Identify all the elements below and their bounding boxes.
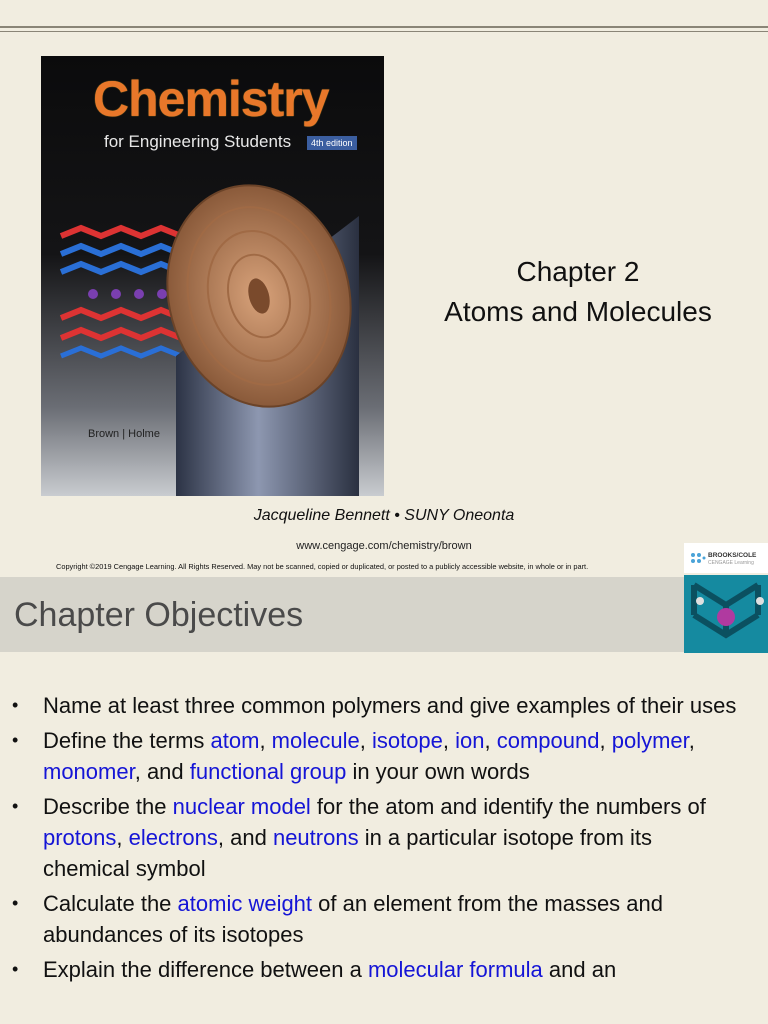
objective-text: , <box>484 728 497 753</box>
cover-authors: Brown | Holme <box>88 428 160 440</box>
objective-text: Define the terms <box>43 728 211 753</box>
publisher-logo-sub: CENGAGE Learning <box>708 560 754 566</box>
objective-text: , <box>359 728 372 753</box>
book-cover <box>41 56 384 496</box>
objectives-list <box>0 690 768 989</box>
top-rule <box>0 26 768 28</box>
top-rule-secondary <box>0 31 768 32</box>
objective-item <box>0 791 768 884</box>
key-term: functional group <box>189 759 347 784</box>
objectives-heading: Chapter Objectives <box>14 596 304 634</box>
publisher-logo <box>684 543 768 573</box>
key-term: isotope <box>371 728 443 753</box>
cover-subtitle: for Engineering Students <box>104 132 292 151</box>
objective-text: Describe the <box>43 794 173 819</box>
crystal-lattice-icon <box>684 575 768 653</box>
objective-text: , <box>442 728 456 753</box>
objective-text: in a particular isotope from its chemical symbol <box>43 825 653 881</box>
key-term: nuclear model <box>172 794 311 819</box>
objective-text: Explain the difference between a <box>43 957 368 982</box>
objective-text: , and <box>217 825 273 850</box>
objective-text: , <box>688 728 695 753</box>
key-term: compound <box>496 728 600 753</box>
objective-item <box>0 954 768 985</box>
objective-text: Name at least three common polymers and give examples of their uses <box>43 693 737 718</box>
objective-item <box>0 690 768 721</box>
key-term: atomic weight <box>177 891 313 916</box>
publisher-logo-icon <box>687 549 707 569</box>
author-line: Jacqueline Bennett • SUNY Oneonta <box>253 507 515 524</box>
bullet-icon: • <box>12 730 19 750</box>
bullet-icon: • <box>12 796 19 816</box>
objective-text: for the atom and identify the numbers of <box>310 794 706 819</box>
key-term: molecular formula <box>367 957 543 982</box>
bullet-icon: • <box>12 959 19 979</box>
cover-title: Chemistry <box>93 71 329 127</box>
key-term: ion <box>455 728 485 753</box>
objective-text: , and <box>134 759 190 784</box>
objective-text: in your own words <box>346 759 530 784</box>
objective-item <box>0 725 768 787</box>
key-term: polymer <box>611 728 689 753</box>
publisher-logo-name: BROOKS/COLE <box>708 552 757 559</box>
objectives-title-band <box>0 577 684 652</box>
objective-text: , <box>599 728 612 753</box>
key-term: neutrons <box>272 825 359 850</box>
copyright-notice: Copyright ©2019 Cengage Learning. All Rights Reserved. May not be scanned, copied or duplicated, or posted to a publicly accessible website, in whole or in part. <box>56 562 589 571</box>
key-term: electrons <box>128 825 218 850</box>
key-term: protons <box>43 825 117 850</box>
objective-text: Calculate the <box>43 891 178 916</box>
crystal-structure-image <box>684 575 768 653</box>
objective-text: , <box>116 825 129 850</box>
chapter-heading <box>400 252 756 332</box>
objective-text: of an element from the masses and abundances of its isotopes <box>43 891 664 947</box>
chapter-number: Chapter 2 <box>516 256 640 287</box>
publisher-url: www.cengage.com/chemistry/brown <box>296 540 472 552</box>
chapter-title: Atoms and Molecules <box>444 296 712 327</box>
cover-edition-badge: 4th edition <box>307 136 357 150</box>
objective-item <box>0 888 768 950</box>
objective-text: , <box>259 728 272 753</box>
key-term: atom <box>210 728 260 753</box>
key-term: molecule <box>271 728 360 753</box>
bullet-icon: • <box>12 695 19 715</box>
key-term: monomer <box>43 759 135 784</box>
bullet-icon: • <box>12 893 19 913</box>
objective-text: and an <box>542 957 617 982</box>
